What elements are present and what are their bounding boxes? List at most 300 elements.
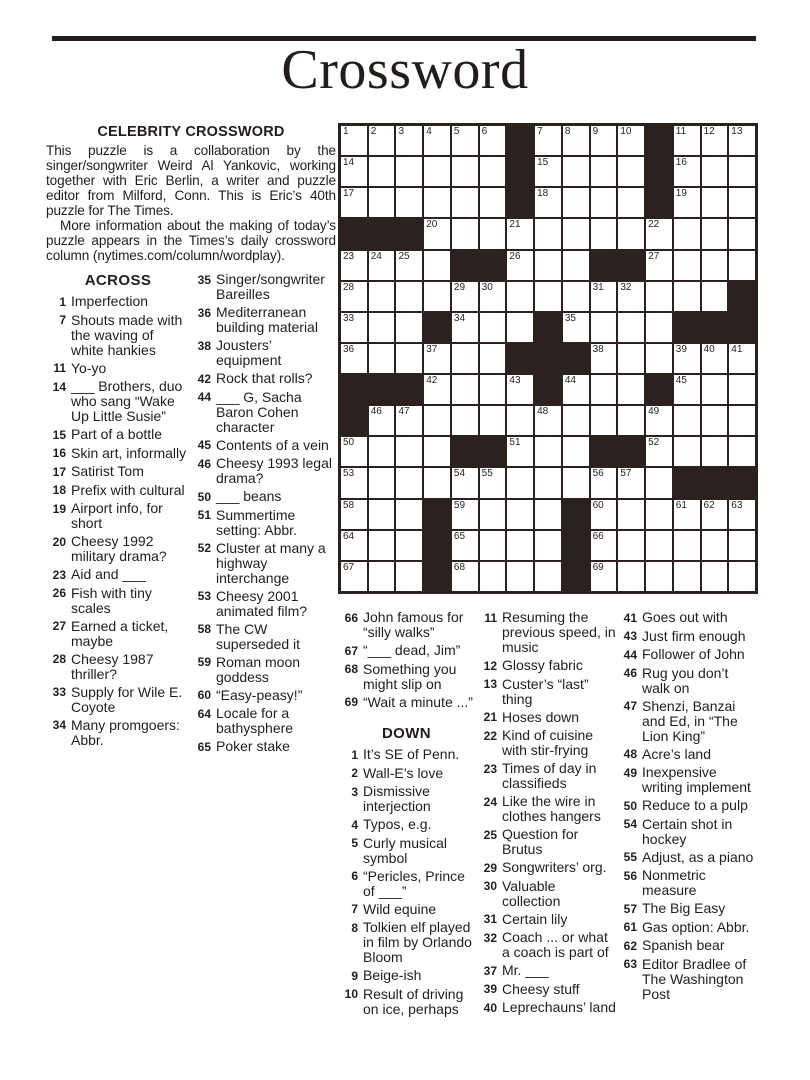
grid-cell[interactable] xyxy=(369,500,395,529)
grid-cell-black xyxy=(729,282,755,311)
grid-cell[interactable] xyxy=(729,562,755,591)
grid-cell-black xyxy=(341,219,367,248)
clue-text: Prefix with cultural xyxy=(71,481,185,498)
grid-cell[interactable] xyxy=(396,344,422,373)
grid-cell[interactable] xyxy=(452,126,478,155)
grid-cell[interactable] xyxy=(535,282,561,311)
grid-cell[interactable] xyxy=(591,406,617,435)
grid-cell[interactable] xyxy=(507,500,533,529)
grid-cell[interactable] xyxy=(591,126,617,155)
grid-cell[interactable] xyxy=(369,406,395,435)
grid-cell-black xyxy=(341,406,367,435)
intro-paragraph-2: More information about the making of today’s puzzle appears in the Times’s daily crossword column (nytimes.com/column/wordplay). xyxy=(46,218,336,263)
grid-cell[interactable] xyxy=(702,406,728,435)
grid-cell[interactable] xyxy=(480,344,506,373)
clue-number: 51 xyxy=(197,508,211,522)
grid-cell[interactable] xyxy=(674,375,700,404)
grid-cell[interactable] xyxy=(674,188,700,217)
clue-number: 17 xyxy=(52,464,66,479)
grid-cell[interactable] xyxy=(729,251,755,280)
grid-cell[interactable] xyxy=(480,126,506,155)
grid-cell[interactable] xyxy=(452,188,478,217)
clue-column-across-2 xyxy=(193,272,335,758)
grid-cell[interactable] xyxy=(702,188,728,217)
grid-cell[interactable] xyxy=(618,219,644,248)
grid-cell[interactable] xyxy=(452,468,478,497)
clue-item xyxy=(340,968,473,984)
clue-item xyxy=(340,920,473,965)
grid-cell[interactable] xyxy=(480,219,506,248)
clue-text: Certain lily xyxy=(502,910,568,927)
clue-number: 24 xyxy=(483,794,497,809)
clue-item xyxy=(48,464,188,480)
grid-cell[interactable] xyxy=(674,344,700,373)
grid-cell[interactable] xyxy=(396,313,422,342)
grid-cell[interactable] xyxy=(369,282,395,311)
grid-cell[interactable] xyxy=(535,188,561,217)
grid-cell[interactable] xyxy=(535,531,561,560)
clue-text: Spanish bear xyxy=(642,937,725,953)
clue-item xyxy=(619,901,760,917)
cell-number: 67 xyxy=(343,561,355,573)
grid-cell[interactable] xyxy=(702,251,728,280)
clue-number: 29 xyxy=(483,860,497,875)
grid-cell[interactable] xyxy=(674,562,700,591)
grid-cell[interactable] xyxy=(646,219,672,248)
grid-cell-black xyxy=(535,313,561,342)
grid-cell-black xyxy=(591,251,617,280)
grid-cell[interactable] xyxy=(646,468,672,497)
grid-cell-black xyxy=(646,375,672,404)
grid-cell[interactable] xyxy=(674,406,700,435)
grid-cell[interactable] xyxy=(618,562,644,591)
grid-cell[interactable] xyxy=(452,313,478,342)
grid-cell[interactable] xyxy=(646,282,672,311)
cell-number: 32 xyxy=(620,281,632,293)
grid-cell[interactable] xyxy=(424,188,450,217)
clue-item xyxy=(479,610,616,655)
grid-cell[interactable] xyxy=(674,282,700,311)
cell-number: 24 xyxy=(370,250,382,262)
grid-cell[interactable] xyxy=(396,500,422,529)
grid-cell[interactable] xyxy=(341,313,367,342)
grid-cell[interactable] xyxy=(369,468,395,497)
clue-text: Cheesy 2001 animated film? xyxy=(216,587,308,619)
grid-cell[interactable] xyxy=(618,468,644,497)
grid-cell[interactable] xyxy=(674,437,700,466)
grid-cell[interactable] xyxy=(507,468,533,497)
grid-cell[interactable] xyxy=(424,406,450,435)
grid-cell[interactable] xyxy=(507,282,533,311)
grid-cell[interactable] xyxy=(729,344,755,373)
grid-cell[interactable] xyxy=(396,251,422,280)
clue-item xyxy=(193,371,335,387)
grid-cell[interactable] xyxy=(452,157,478,186)
grid-cell[interactable] xyxy=(646,251,672,280)
grid-cell[interactable] xyxy=(480,313,506,342)
clue-item xyxy=(48,501,188,531)
grid-cell[interactable] xyxy=(618,531,644,560)
grid-cell[interactable] xyxy=(452,219,478,248)
clue-number: 7 xyxy=(59,313,66,327)
cell-number: 51 xyxy=(509,437,521,449)
grid-cell[interactable] xyxy=(729,531,755,560)
grid-cell[interactable] xyxy=(646,344,672,373)
cell-number: 44 xyxy=(564,375,576,387)
grid-cell[interactable] xyxy=(535,562,561,591)
grid-cell[interactable] xyxy=(369,126,395,155)
clue-item xyxy=(619,765,760,795)
across-header: ACROSS xyxy=(84,272,152,289)
grid-cell[interactable] xyxy=(563,406,589,435)
grid-cell[interactable] xyxy=(369,157,395,186)
clue-number: 63 xyxy=(623,957,637,971)
cell-number: 54 xyxy=(453,468,466,480)
grid-cell[interactable] xyxy=(396,282,422,311)
intro-paragraph-1: This puzzle is a collaboration by the singer/songwriter Weird Al Yankovic, working together with Eric Berlin, a writer and puzzle editor from Milford, Conn. This is Eric’s 40th puzzle for The Times. xyxy=(46,143,336,218)
clue-text: Typos, e.g. xyxy=(363,816,432,832)
clue-number: 38 xyxy=(197,338,211,353)
grid-cell-black xyxy=(507,126,533,155)
clue-text: Custer’s “last” thing xyxy=(502,675,589,707)
grid-cell[interactable] xyxy=(424,282,450,311)
grid-cell[interactable] xyxy=(563,468,589,497)
grid-cell[interactable] xyxy=(341,500,367,529)
cell-number: 19 xyxy=(675,188,687,200)
grid-cell[interactable] xyxy=(591,531,617,560)
grid-cell[interactable] xyxy=(646,562,672,591)
grid-cell[interactable] xyxy=(674,500,700,529)
grid-cell[interactable] xyxy=(618,157,644,186)
grid-cell[interactable] xyxy=(480,468,506,497)
clue-number: 7 xyxy=(351,902,358,916)
clue-number: 23 xyxy=(483,761,497,776)
grid-cell[interactable] xyxy=(452,562,478,591)
grid-cell[interactable] xyxy=(729,219,755,248)
grid-cell[interactable] xyxy=(591,282,617,311)
clue-number: 1 xyxy=(59,294,66,309)
grid-cell[interactable] xyxy=(618,188,644,217)
grid-cell-black xyxy=(369,219,395,248)
grid-cell[interactable] xyxy=(452,282,478,311)
grid-cell[interactable] xyxy=(674,157,700,186)
clue-text: Mr. ___ xyxy=(502,962,549,978)
grid-cell[interactable] xyxy=(729,157,755,186)
clue-number: 44 xyxy=(197,390,211,404)
grid-cell[interactable] xyxy=(507,437,533,466)
grid-cell[interactable] xyxy=(563,157,589,186)
grid-cell[interactable] xyxy=(535,219,561,248)
grid-cell[interactable] xyxy=(507,219,533,248)
clue-item xyxy=(479,677,616,707)
clue-item xyxy=(48,361,188,377)
grid-cell[interactable] xyxy=(729,500,755,529)
clue-text: ___ G, Sacha Baron Cohen character xyxy=(216,388,302,435)
grid-cell[interactable] xyxy=(618,500,644,529)
grid-cell[interactable] xyxy=(480,406,506,435)
grid-cell[interactable] xyxy=(341,188,367,217)
grid-cell[interactable] xyxy=(341,468,367,497)
clue-text: Tolkien elf played in film by Orlando Bloom xyxy=(363,919,472,965)
grid-cell[interactable] xyxy=(618,344,644,373)
grid-cell[interactable] xyxy=(396,406,422,435)
grid-cell[interactable] xyxy=(591,219,617,248)
clue-item xyxy=(340,766,473,782)
grid-cell[interactable] xyxy=(591,468,617,497)
grid-cell[interactable] xyxy=(563,375,589,404)
clue-item xyxy=(193,489,335,505)
grid-cell-black xyxy=(369,375,395,404)
grid-cell[interactable] xyxy=(396,126,422,155)
grid-cell[interactable] xyxy=(369,188,395,217)
clue-item xyxy=(193,739,335,755)
grid-cell[interactable] xyxy=(424,437,450,466)
grid-cell[interactable] xyxy=(591,188,617,217)
grid-cell[interactable] xyxy=(480,157,506,186)
clue-number: 50 xyxy=(197,489,211,504)
grid-cell-black xyxy=(396,219,422,248)
grid-cell[interactable] xyxy=(480,282,506,311)
grid-cell[interactable] xyxy=(674,251,700,280)
grid-cell[interactable] xyxy=(702,126,728,155)
clue-text: Acre’s land xyxy=(642,745,712,762)
grid-cell[interactable] xyxy=(563,282,589,311)
grid-cell[interactable] xyxy=(702,157,728,186)
grid-cell[interactable] xyxy=(507,562,533,591)
grid-cell[interactable] xyxy=(424,375,450,404)
clue-text: Fish with tiny scales xyxy=(71,584,152,616)
clue-text: Certain shot in hockey xyxy=(642,815,733,847)
grid-cell[interactable] xyxy=(452,500,478,529)
grid-cell[interactable] xyxy=(424,157,450,186)
grid-cell-black xyxy=(341,375,367,404)
clue-item xyxy=(619,798,760,814)
clue-number: 46 xyxy=(623,666,637,680)
cell-number: 58 xyxy=(343,499,355,511)
clue-number: 50 xyxy=(623,798,637,813)
grid-cell[interactable] xyxy=(369,251,395,280)
clue-item xyxy=(193,456,335,486)
grid-cell[interactable] xyxy=(729,188,755,217)
grid-cell[interactable] xyxy=(535,126,561,155)
grid-cell[interactable] xyxy=(396,437,422,466)
clue-text: Imperfection xyxy=(71,293,149,309)
grid-cell-black xyxy=(591,437,617,466)
clue-item xyxy=(48,313,188,358)
grid-cell[interactable] xyxy=(646,406,672,435)
grid-cell[interactable] xyxy=(535,437,561,466)
cell-number: 40 xyxy=(703,343,715,355)
grid-cell[interactable] xyxy=(507,251,533,280)
grid-cell[interactable] xyxy=(702,562,728,591)
clue-text: It’s SE of Penn. xyxy=(363,746,460,762)
grid-cell[interactable] xyxy=(480,500,506,529)
grid-cell[interactable] xyxy=(702,437,728,466)
clue-item xyxy=(193,438,335,454)
clue-number: 8 xyxy=(351,920,358,935)
grid-cell[interactable] xyxy=(535,251,561,280)
cell-number: 41 xyxy=(731,343,743,355)
cell-number: 29 xyxy=(453,281,466,293)
cell-number: 53 xyxy=(343,468,355,480)
grid-cell[interactable] xyxy=(563,126,589,155)
cell-number: 25 xyxy=(398,250,410,262)
clue-item xyxy=(619,817,760,847)
clue-text: The CW superseded it xyxy=(216,620,301,652)
grid-cell[interactable] xyxy=(535,406,561,435)
clue-item xyxy=(619,920,760,936)
grid-cell[interactable] xyxy=(702,219,728,248)
cell-number: 33 xyxy=(343,312,355,324)
grid-cell[interactable] xyxy=(591,344,617,373)
grid-cell[interactable] xyxy=(507,531,533,560)
grid-cell[interactable] xyxy=(341,437,367,466)
grid-cell[interactable] xyxy=(535,157,561,186)
clue-text: Yo-yo xyxy=(71,359,107,376)
grid-cell[interactable] xyxy=(341,251,367,280)
grid-cell[interactable] xyxy=(618,375,644,404)
clue-number: 39 xyxy=(483,982,497,996)
grid-cell[interactable] xyxy=(480,375,506,404)
grid-cell[interactable] xyxy=(369,344,395,373)
grid-cell[interactable] xyxy=(618,282,644,311)
clue-column-bottom-1 xyxy=(340,610,473,1020)
clue-number: 6 xyxy=(351,869,358,883)
clue-number: 26 xyxy=(52,586,66,600)
cell-number: 55 xyxy=(481,468,493,480)
grid-cell[interactable] xyxy=(369,531,395,560)
grid-cell[interactable] xyxy=(729,437,755,466)
grid-cell[interactable] xyxy=(674,531,700,560)
clue-text: Airport info, for short xyxy=(71,500,163,531)
clue-text: Cheesy stuff xyxy=(502,980,580,997)
clue-item xyxy=(193,706,335,736)
clue-item xyxy=(619,647,760,663)
grid-cell[interactable] xyxy=(702,282,728,311)
grid-cell[interactable] xyxy=(563,313,589,342)
grid-cell[interactable] xyxy=(702,500,728,529)
grid-cell[interactable] xyxy=(452,406,478,435)
grid-cell[interactable] xyxy=(702,531,728,560)
cell-number: 15 xyxy=(537,157,549,169)
clue-text: Roman moon goddess xyxy=(216,653,301,685)
grid-cell[interactable] xyxy=(369,437,395,466)
grid-cell[interactable] xyxy=(341,282,367,311)
grid-cell[interactable] xyxy=(729,375,755,404)
grid-cell[interactable] xyxy=(702,344,728,373)
grid-cell[interactable] xyxy=(646,313,672,342)
grid-cell[interactable] xyxy=(424,251,450,280)
grid-cell[interactable] xyxy=(729,126,755,155)
grid-cell[interactable] xyxy=(618,406,644,435)
clue-item xyxy=(340,784,473,814)
grid-cell[interactable] xyxy=(535,500,561,529)
clue-number: 62 xyxy=(623,938,637,953)
grid-cell[interactable] xyxy=(646,531,672,560)
clue-number: 11 xyxy=(53,361,66,375)
clue-text: Resuming the previous speed, in music xyxy=(502,609,616,655)
grid-cell[interactable] xyxy=(563,251,589,280)
grid-cell[interactable] xyxy=(507,313,533,342)
grid-cell[interactable] xyxy=(674,219,700,248)
grid-cell[interactable] xyxy=(341,126,367,155)
clue-number: 69 xyxy=(344,695,358,709)
cell-number: 42 xyxy=(426,375,438,387)
cell-number: 10 xyxy=(620,126,632,137)
grid-cell[interactable] xyxy=(396,531,422,560)
clue-text: Hoses down xyxy=(502,708,580,725)
grid-cell[interactable] xyxy=(563,219,589,248)
grid-cell[interactable] xyxy=(591,375,617,404)
grid-cell-black xyxy=(480,437,506,466)
grid-cell[interactable] xyxy=(618,126,644,155)
grid-cell[interactable] xyxy=(591,562,617,591)
grid-cell[interactable] xyxy=(591,157,617,186)
grid-cell[interactable] xyxy=(702,375,728,404)
grid-cell[interactable] xyxy=(591,500,617,529)
grid-cell[interactable] xyxy=(452,531,478,560)
grid-cell[interactable] xyxy=(480,531,506,560)
clue-text: Glossy fabric xyxy=(502,657,583,673)
grid-cell-black xyxy=(452,251,478,280)
grid-cell[interactable] xyxy=(507,406,533,435)
grid-cell[interactable] xyxy=(563,437,589,466)
grid-cell[interactable] xyxy=(341,344,367,373)
clue-item xyxy=(340,662,473,692)
clue-number: 40 xyxy=(483,1000,497,1015)
grid-cell[interactable] xyxy=(646,437,672,466)
grid-cell[interactable] xyxy=(591,313,617,342)
grid-cell[interactable] xyxy=(396,188,422,217)
grid-cell[interactable] xyxy=(480,562,506,591)
grid-cell[interactable] xyxy=(341,531,367,560)
grid-cell[interactable] xyxy=(563,188,589,217)
grid-cell[interactable] xyxy=(729,406,755,435)
grid-cell[interactable] xyxy=(535,468,561,497)
grid-cell[interactable] xyxy=(424,126,450,155)
grid-cell[interactable] xyxy=(507,375,533,404)
clue-text: Aid and ___ xyxy=(71,566,146,582)
cell-number: 11 xyxy=(675,126,687,137)
clue-item xyxy=(619,957,760,1002)
grid-cell[interactable] xyxy=(396,562,422,591)
grid-cell[interactable] xyxy=(369,562,395,591)
grid-cell[interactable] xyxy=(424,219,450,248)
grid-cell[interactable] xyxy=(396,157,422,186)
grid-cell[interactable] xyxy=(480,188,506,217)
grid-cell-black xyxy=(424,531,450,560)
grid-cell[interactable] xyxy=(341,562,367,591)
cell-number: 2 xyxy=(370,126,377,137)
grid-cell[interactable] xyxy=(618,313,644,342)
cell-number: 16 xyxy=(675,157,687,169)
intro-heading: CELEBRITY CROSSWORD xyxy=(97,124,285,140)
cell-number: 21 xyxy=(509,219,521,231)
grid-cell[interactable] xyxy=(341,157,367,186)
grid-cell[interactable] xyxy=(424,344,450,373)
clue-text: Gas option: Abbr. xyxy=(642,918,750,935)
clue-number: 12 xyxy=(483,658,497,673)
grid-cell[interactable] xyxy=(674,126,700,155)
grid-cell[interactable] xyxy=(646,500,672,529)
clue-text: Locale for a bathysphere xyxy=(216,705,294,736)
grid-cell[interactable] xyxy=(424,468,450,497)
clue-text: Singer/songwriter Bareilles xyxy=(216,271,325,302)
grid-cell[interactable] xyxy=(396,468,422,497)
grid-cell[interactable] xyxy=(452,375,478,404)
grid-cell[interactable] xyxy=(452,344,478,373)
grid-cell[interactable] xyxy=(369,313,395,342)
